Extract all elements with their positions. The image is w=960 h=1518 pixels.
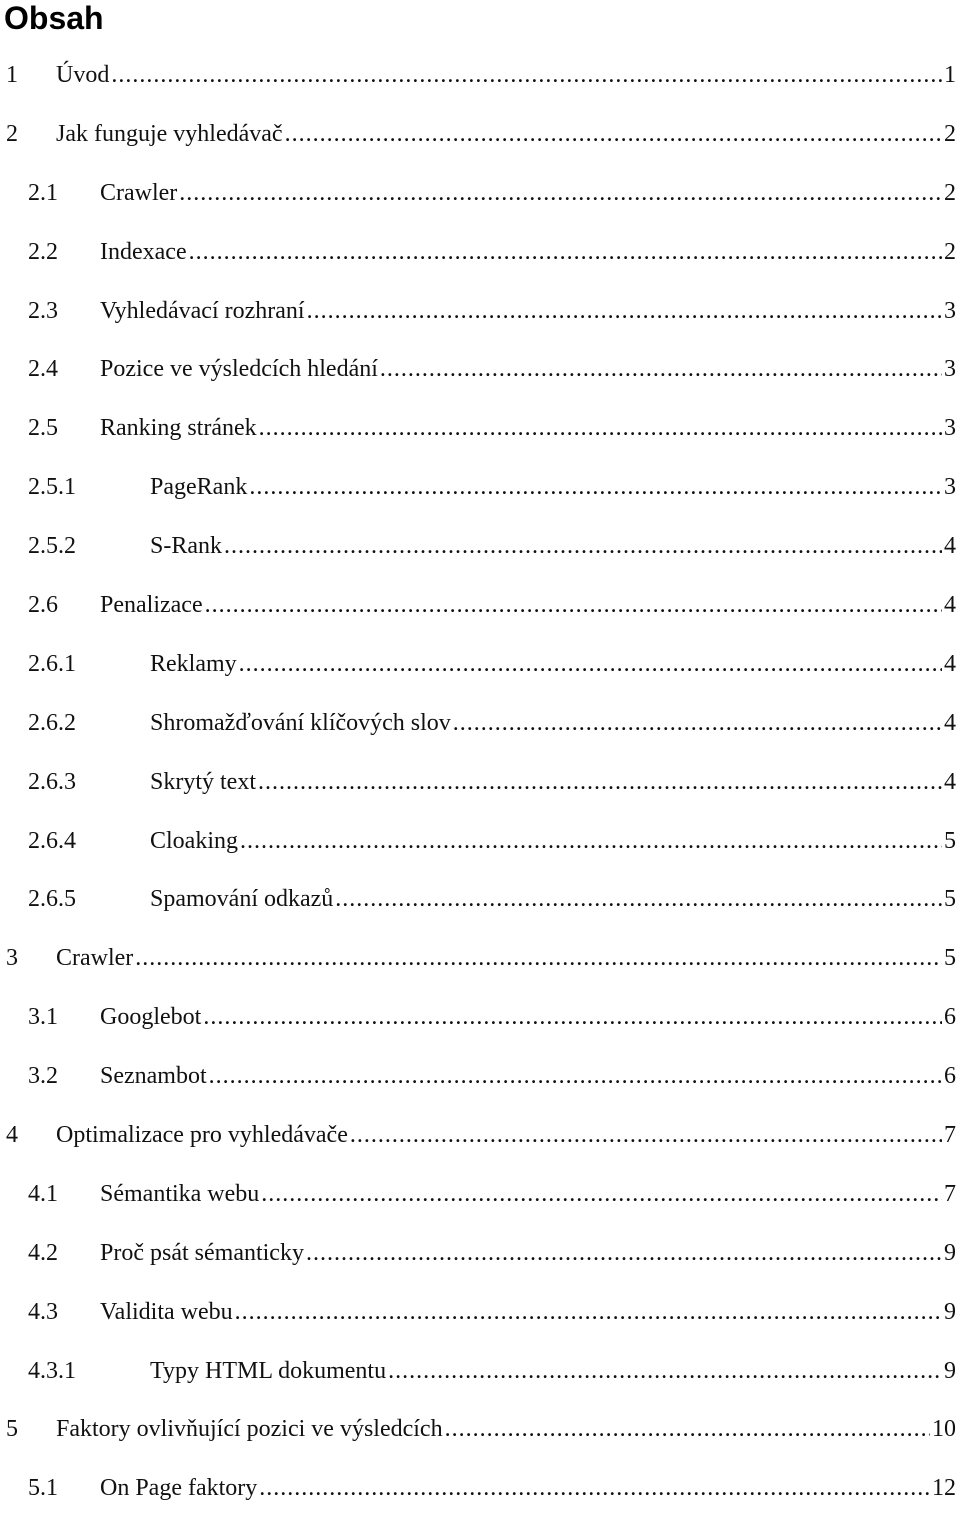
toc-entry-page-number: 4: [944, 768, 956, 795]
toc-entry[interactable]: [0, 282, 960, 341]
toc-entry-title: On Page faktory: [100, 1475, 258, 1502]
toc-entry[interactable]: [0, 399, 960, 458]
toc-entry-page-number: 9: [944, 1357, 956, 1384]
toc-entry-title: Pozice ve výsledcích hledání: [100, 356, 378, 383]
toc-entry-title: Reklamy: [150, 650, 237, 677]
toc-entry-page-number: 3: [944, 356, 956, 383]
toc-entry[interactable]: [0, 1459, 960, 1518]
dot-leader: [249, 474, 942, 501]
table-of-contents: [0, 46, 960, 1518]
toc-entry-page-number: 2: [944, 238, 956, 265]
toc-entry-title: Skrytý text: [150, 768, 256, 795]
toc-entry-title: Validita webu: [100, 1298, 233, 1325]
toc-entry-number: 2.1: [28, 179, 58, 206]
toc-entry[interactable]: [0, 576, 960, 635]
toc-entry-title: Googlebot: [100, 1004, 202, 1031]
dot-leader: [111, 62, 942, 89]
toc-entry-page-number: 5: [944, 945, 956, 972]
dot-leader: [224, 533, 942, 560]
toc-entry-title: Vyhledávací rozhraní: [100, 297, 305, 324]
toc-entry-title: Faktory ovlivňující pozici ve výsledcích: [56, 1416, 443, 1443]
toc-entry[interactable]: [0, 1400, 960, 1459]
toc-entry-number: 4.3.1: [28, 1357, 76, 1384]
toc-entry-number: 2.6.4: [28, 827, 76, 854]
dot-leader: [388, 1358, 942, 1385]
dot-leader: [258, 769, 942, 796]
toc-entry-number: 4.1: [28, 1180, 58, 1207]
toc-entry-number: 3.2: [28, 1063, 58, 1090]
toc-entry[interactable]: [0, 1165, 960, 1224]
toc-entry[interactable]: [0, 340, 960, 399]
toc-entry-title: Proč psát sémanticky: [100, 1239, 304, 1266]
toc-entry-title: Optimalizace pro vyhledávače: [56, 1121, 348, 1148]
toc-entry-title: Ranking stránek: [100, 415, 257, 442]
toc-entry-number: 2.5.1: [28, 474, 76, 501]
dot-leader: [235, 1299, 942, 1326]
toc-entry-number: 2.5.2: [28, 533, 76, 560]
toc-entry[interactable]: [0, 1047, 960, 1106]
toc-entry-page-number: 4: [944, 533, 956, 560]
toc-entry-number: 3: [6, 945, 18, 972]
toc-entry-number: 2.6.2: [28, 709, 76, 736]
toc-entry-title: Úvod: [56, 61, 110, 88]
toc-entry[interactable]: [0, 223, 960, 282]
toc-entry[interactable]: [0, 870, 960, 929]
toc-entry-number: 2.2: [28, 238, 58, 265]
toc-entry[interactable]: [0, 458, 960, 517]
dot-leader: [285, 121, 942, 148]
dot-leader: [240, 828, 942, 855]
toc-entry-number: 4.3: [28, 1298, 58, 1325]
toc-entry-number: 2: [6, 120, 18, 147]
toc-entry-number: 2.6: [28, 591, 58, 618]
toc-entry-number: 4.2: [28, 1239, 58, 1266]
toc-entry-page-number: 7: [944, 1121, 956, 1148]
toc-entry-page-number: 9: [944, 1298, 956, 1325]
toc-entry-number: 2.6.1: [28, 650, 76, 677]
toc-entry-page-number: 9: [944, 1239, 956, 1266]
toc-entry[interactable]: [0, 46, 960, 105]
dot-leader: [259, 415, 942, 442]
toc-entry-title: Penalizace: [100, 591, 203, 618]
toc-entry-title: S-Rank: [150, 533, 222, 560]
toc-entry-number: 2.5: [28, 415, 58, 442]
toc-entry-number: 5: [6, 1416, 18, 1443]
dot-leader: [179, 180, 942, 207]
toc-entry-page-number: 5: [944, 886, 956, 913]
dot-leader: [205, 592, 942, 619]
toc-entry-title: Cloaking: [150, 827, 238, 854]
toc-entry-page-number: 4: [944, 650, 956, 677]
toc-entry-page-number: 2: [944, 120, 956, 147]
dot-leader: [445, 1416, 930, 1443]
dot-leader: [259, 1475, 930, 1502]
dot-leader: [209, 1063, 942, 1090]
dot-leader: [453, 710, 942, 737]
dot-leader: [239, 651, 942, 678]
toc-entry-title: Shromažďování klíčových slov: [150, 709, 451, 736]
toc-entry-page-number: 3: [944, 415, 956, 442]
dot-leader: [135, 945, 942, 972]
toc-entry-page-number: 3: [944, 297, 956, 324]
toc-entry[interactable]: [0, 1283, 960, 1342]
toc-entry[interactable]: [0, 812, 960, 871]
toc-entry-page-number: 2: [944, 179, 956, 206]
toc-entry-page-number: 5: [944, 827, 956, 854]
toc-entry[interactable]: [0, 105, 960, 164]
toc-entry[interactable]: [0, 1224, 960, 1283]
toc-entry-title: Sémantika webu: [100, 1180, 260, 1207]
toc-entry-number: 2.6.3: [28, 768, 76, 795]
toc-entry-page-number: 6: [944, 1004, 956, 1031]
toc-entry-page-number: 1: [944, 61, 956, 88]
dot-leader: [306, 1240, 942, 1267]
page-title: Obsah: [4, 0, 104, 36]
toc-entry-page-number: 12: [932, 1475, 956, 1502]
toc-entry-title: Crawler: [100, 179, 178, 206]
toc-entry-page-number: 4: [944, 709, 956, 736]
toc-entry[interactable]: [0, 694, 960, 753]
toc-entry[interactable]: [0, 164, 960, 223]
toc-entry-number: 2.3: [28, 297, 58, 324]
dot-leader: [335, 886, 942, 913]
toc-entry-number: 1: [6, 61, 18, 88]
toc-entry[interactable]: [0, 517, 960, 576]
dot-leader: [189, 239, 942, 266]
toc-entry-page-number: 10: [932, 1416, 956, 1443]
toc-entry-page-number: 7: [944, 1180, 956, 1207]
toc-entry-number: 2.4: [28, 356, 58, 383]
toc-entry-page-number: 6: [944, 1063, 956, 1090]
toc-entry-page-number: 3: [944, 474, 956, 501]
toc-entry-title: Jak funguje vyhledávač: [56, 120, 283, 147]
toc-entry-title: PageRank: [150, 474, 248, 501]
dot-leader: [350, 1122, 942, 1149]
toc-entry-page-number: 4: [944, 591, 956, 618]
toc-entry-title: Indexace: [100, 238, 187, 265]
toc-entry-title: Crawler: [56, 945, 134, 972]
toc-entry[interactable]: [0, 1342, 960, 1401]
toc-entry[interactable]: [0, 929, 960, 988]
dot-leader: [261, 1181, 942, 1208]
toc-entry-title: Seznambot: [100, 1063, 207, 1090]
toc-entry-number: 4: [6, 1121, 18, 1148]
dot-leader: [380, 356, 942, 383]
toc-entry-title: Spamování odkazů: [150, 886, 334, 913]
toc-entry[interactable]: [0, 635, 960, 694]
toc-entry[interactable]: [0, 1106, 960, 1165]
dot-leader: [203, 1004, 942, 1031]
toc-entry-number: 3.1: [28, 1004, 58, 1031]
toc-entry-number: 2.6.5: [28, 886, 76, 913]
toc-entry[interactable]: [0, 753, 960, 812]
dot-leader: [307, 298, 942, 325]
toc-entry[interactable]: [0, 988, 960, 1047]
toc-entry-number: 5.1: [28, 1475, 58, 1502]
toc-entry-title: Typy HTML dokumentu: [150, 1357, 387, 1384]
